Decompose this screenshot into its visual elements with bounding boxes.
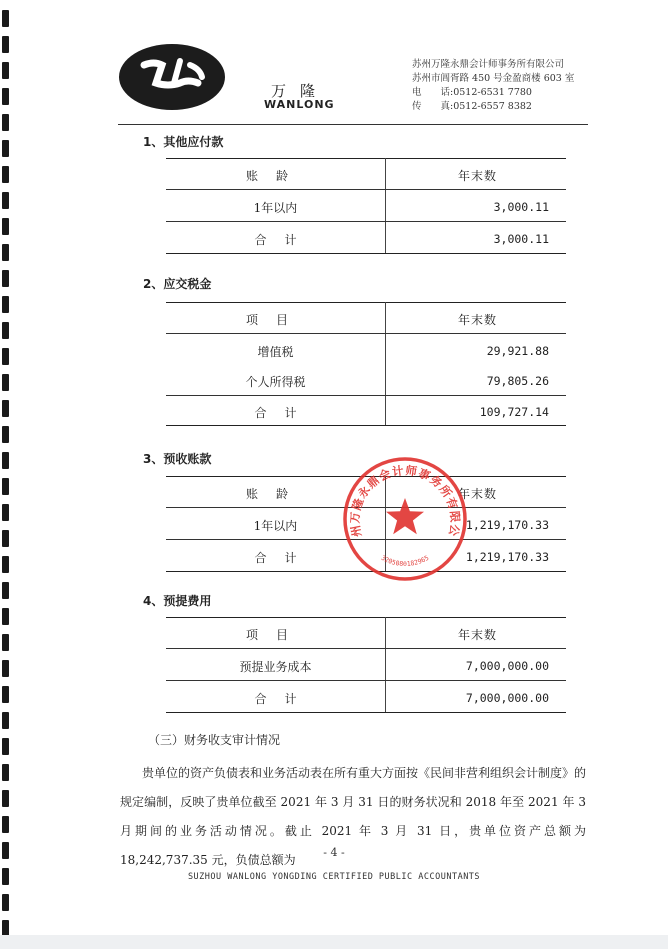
seal-text: 州万隆永鼎会计师事务所有限公 [347, 463, 463, 539]
row-label: 1年以内 [253, 201, 298, 215]
binding-hole [2, 556, 9, 573]
page-footer: SUZHOU WANLONG YONGDING CERTIFIED PUBLIC ACCOUNTANTS [187, 872, 481, 882]
section-title-advance-receipts: 3、预收账款 [143, 452, 212, 466]
binding-hole [2, 322, 9, 339]
binding-hole [2, 764, 9, 781]
firm-address: 苏州市阊胥路 450 号金盈商楼 603 室 [412, 73, 575, 84]
sub-heading-audit: （三）财务收支审计情况 [148, 733, 281, 747]
audit-paragraph: 贵单位的资产负债表和业务活动表在所有重大方面按《民间非营利组织会计制度》的规定编制，反映了贵单位截至 2021 年 3 月 31 日的财务状况和 2018 年至 2021 年 3 月期间的业务活动情况。截止 2021 年 3 月 31 日，贵单位资产总额为 18,242,737.35 元，负债总额为 [120, 766, 587, 867]
binding-hole [2, 10, 9, 27]
row-value: 79,805.26 [486, 374, 549, 388]
binding-hole [2, 816, 9, 833]
binding-hole [2, 608, 9, 625]
binding-hole [2, 712, 9, 729]
page-number: - 4 - [323, 846, 345, 859]
binding-hole [2, 374, 9, 391]
row-value: 7,000,000.00 [465, 659, 549, 673]
binding-hole [2, 348, 9, 365]
table-taxes-payable [166, 302, 566, 426]
binding-hole [2, 192, 9, 209]
firm-name: 苏州万隆永鼎会计师事务所有限公司 [412, 59, 565, 70]
binding-hole [2, 400, 9, 417]
binding-hole [2, 62, 9, 79]
total-label: 合计 [254, 551, 315, 565]
row-label: 增值税 [257, 345, 294, 359]
binding-holes [0, 0, 14, 949]
section-title-other-payables: 1、其他应付款 [143, 135, 224, 149]
binding-hole [2, 478, 9, 495]
binding-hole [2, 218, 9, 235]
binding-hole [2, 140, 9, 157]
binding-hole [2, 582, 9, 599]
binding-hole [2, 452, 9, 469]
binding-hole [2, 686, 9, 703]
wanlong-logo [118, 43, 226, 111]
row-value: 1,219,170.33 [465, 518, 549, 532]
binding-hole [2, 270, 9, 287]
total-label: 合计 [254, 692, 315, 706]
binding-hole [2, 530, 9, 547]
binding-hole [2, 114, 9, 131]
table-other-payables [166, 158, 566, 254]
binding-hole [2, 296, 9, 313]
row-value: 29,921.88 [486, 344, 549, 358]
col-header-age: 账龄 [246, 487, 307, 501]
binding-hole [2, 738, 9, 755]
total-label: 合计 [254, 233, 315, 247]
company-seal [342, 456, 468, 582]
binding-hole [2, 634, 9, 651]
col-header-year-end: 年末数 [458, 487, 498, 501]
total-value: 7,000,000.00 [465, 691, 549, 705]
seal-code: 3205080182965 [379, 553, 431, 568]
row-label: 1年以内 [253, 519, 298, 533]
binding-hole [2, 660, 9, 677]
firm-fax: 传 真:0512-6557 8382 [412, 101, 532, 112]
section-title-taxes-payable: 2、应交税金 [143, 277, 212, 291]
svg-text:3205080182965 [380, 554, 431, 568]
binding-hole [2, 166, 9, 183]
total-value: 1,219,170.33 [465, 550, 549, 564]
binding-hole [2, 88, 9, 105]
section-title-accrued-expenses: 4、预提费用 [143, 594, 212, 608]
binding-hole [2, 426, 9, 443]
table-accrued-expenses [166, 617, 566, 713]
firm-contact-info [412, 58, 574, 114]
firm-phone: 电 话:0512-6531 7780 [412, 87, 532, 98]
row-value: 3,000.11 [493, 200, 549, 214]
binding-hole [2, 504, 9, 521]
binding-hole [2, 244, 9, 261]
col-header-year-end: 年末数 [458, 628, 498, 642]
total-value: 3,000.11 [493, 232, 549, 246]
company-name-cn: 万隆 [271, 82, 330, 100]
header-divider [118, 124, 588, 125]
total-label: 合计 [254, 406, 315, 420]
total-value: 109,727.14 [479, 405, 549, 419]
col-header-year-end: 年末数 [458, 169, 498, 183]
col-header-item: 项目 [246, 628, 307, 642]
company-name-en: WANLONG [264, 98, 335, 111]
col-header-year-end: 年末数 [458, 313, 498, 327]
binding-hole [2, 790, 9, 807]
row-label: 个人所得税 [245, 375, 306, 389]
col-header-age: 账龄 [246, 169, 307, 183]
col-header-item: 项目 [246, 313, 307, 327]
binding-hole [2, 894, 9, 911]
seal-star [386, 498, 424, 534]
bottom-edge [0, 935, 668, 949]
row-label: 预提业务成本 [239, 660, 312, 674]
binding-hole [2, 36, 9, 53]
